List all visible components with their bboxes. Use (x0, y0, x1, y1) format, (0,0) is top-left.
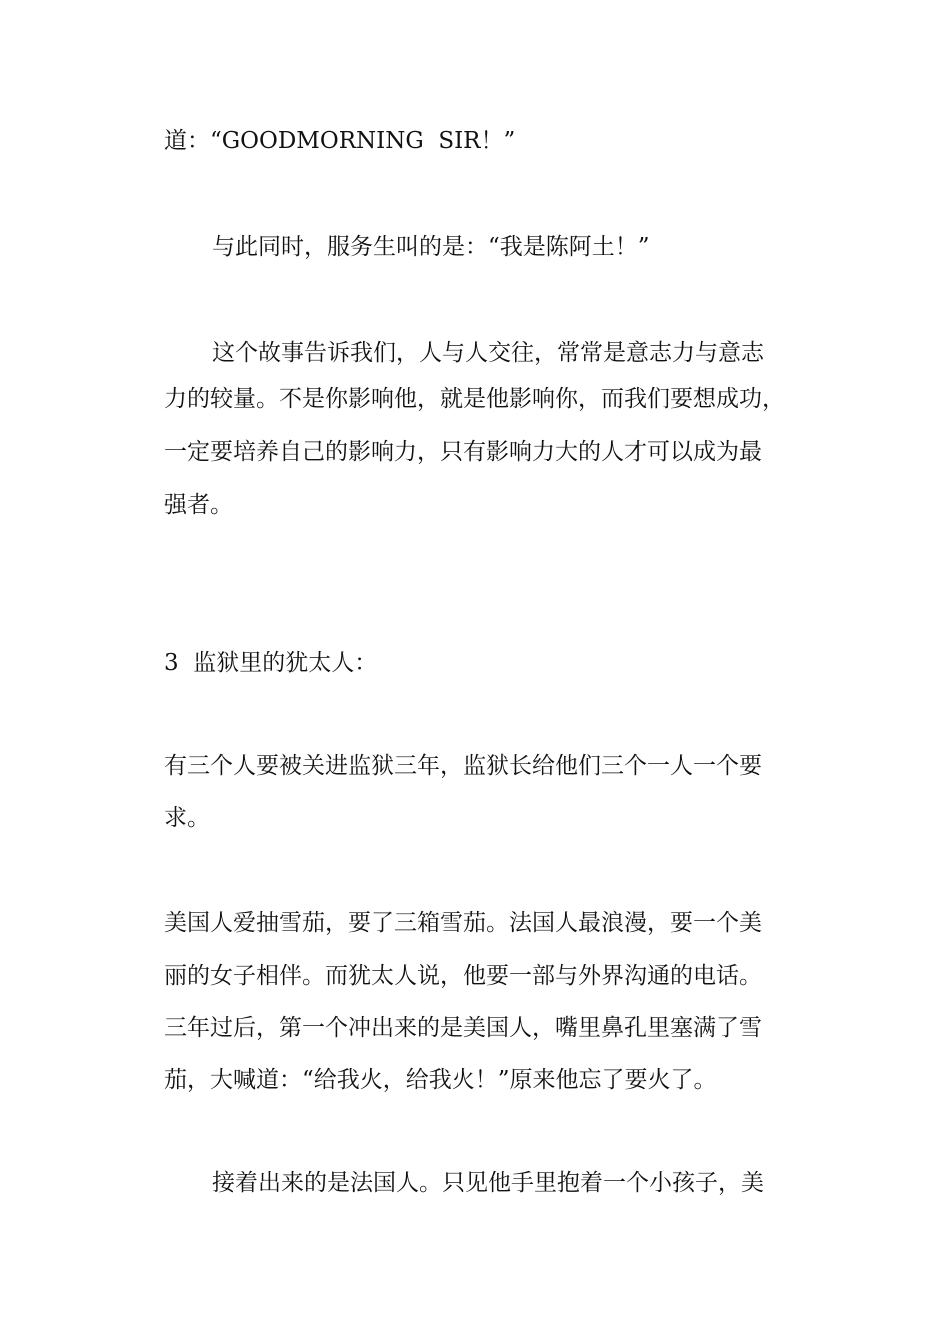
section-heading: 3 监狱里的犹太人： (164, 650, 378, 676)
paragraph-line: 接着出来的是法国人。只见他手里抱着一个小孩子，美 (212, 1170, 764, 1196)
paragraph-line: 美国人爱抽雪茄，要了三箱雪茄。法国人最浪漫，要一个美 (164, 910, 762, 936)
paragraph-line: 与此同时，服务生叫的是：“我是陈阿土！” (212, 234, 650, 260)
paragraph-line: 这个故事告诉我们，人与人交往，常常是意志力与意志 (212, 340, 764, 366)
paragraph-line: 丽的女子相伴。而犹太人说，他要一部与外界沟通的电话。 (164, 963, 762, 989)
paragraph-line: 强者。 (164, 492, 233, 518)
paragraph-line: 道：“GOODMORNING SIR！” (164, 128, 516, 154)
paragraph-line: 三年过后，第一个冲出来的是美国人，嘴里鼻孔里塞满了雪 (164, 1015, 762, 1041)
paragraph-line: 力的较量。不是你影响他，就是他影响你，而我们要想成功， (164, 386, 785, 412)
paragraph-line: 有三个人要被关进监狱三年，监狱长给他们三个一人一个要 (164, 753, 762, 779)
paragraph-line: 一定要培养自己的影响力，只有影响力大的人才可以成为最 (164, 439, 762, 465)
paragraph-line: 求。 (164, 805, 210, 831)
paragraph-line: 茄，大喊道：“给我火，给我火！”原来他忘了要火了。 (164, 1067, 717, 1093)
